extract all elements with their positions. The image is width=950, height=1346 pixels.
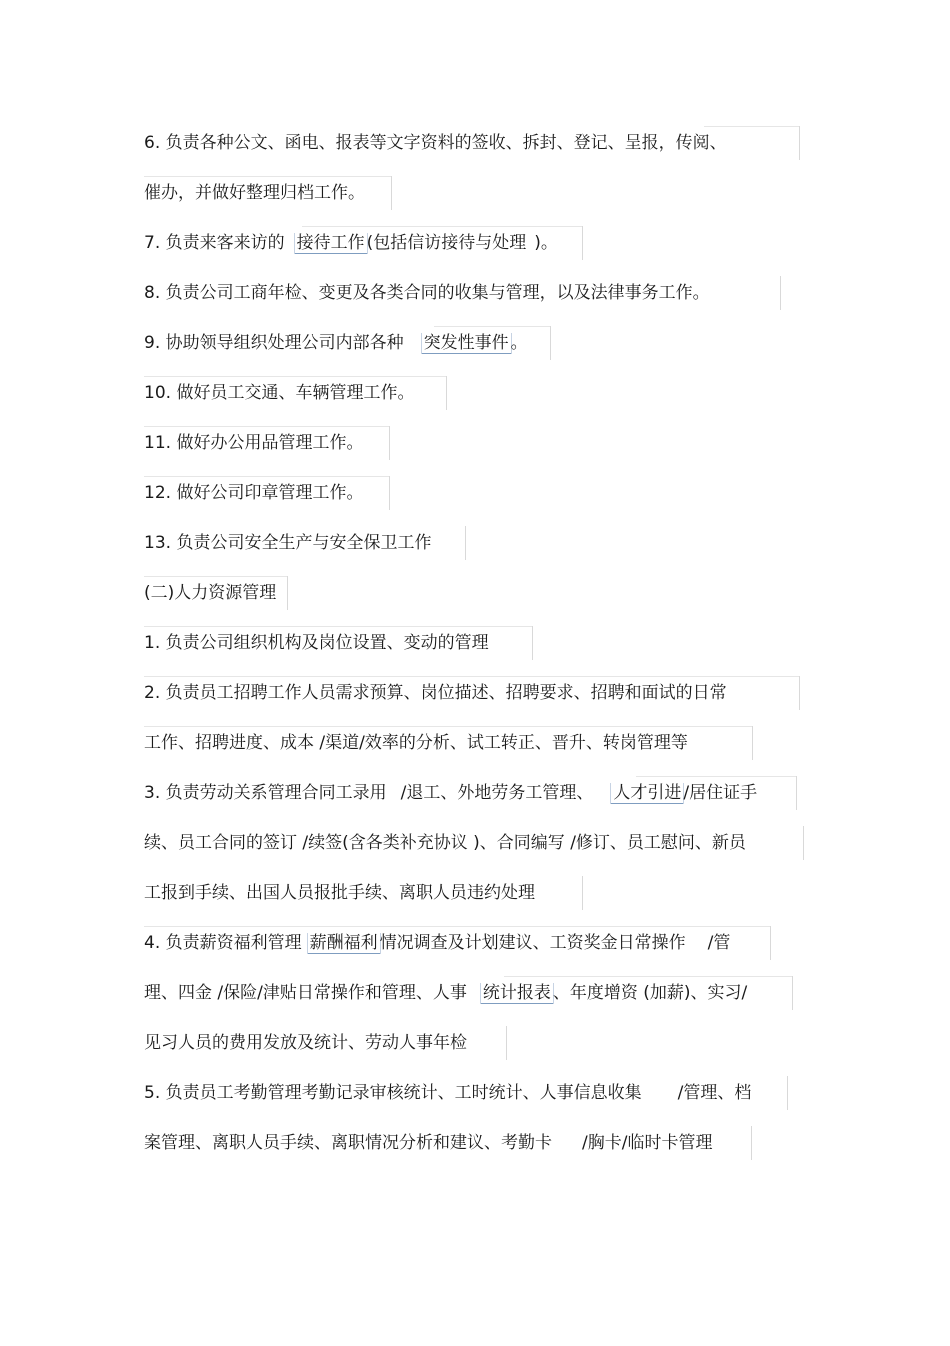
line-text: 9. 协助领导组织处理公司内部各种 <box>144 333 404 353</box>
paragraph-line <box>144 276 710 310</box>
paragraph-line <box>144 176 365 210</box>
paragraph-line <box>144 1126 712 1160</box>
line-text: /管 <box>707 933 731 953</box>
link-compensation-benefits[interactable]: 薪酬福利 <box>309 933 378 953</box>
line-text: 10. 做好员工交通、车辆管理工作。 <box>144 383 415 403</box>
paragraph-line <box>144 976 747 1010</box>
line-text: 续、员工合同的签订 /续签(含各类补充协议 )、合同编写 /修订、员工慰问、新员 <box>144 833 746 853</box>
paragraph-line <box>144 126 727 160</box>
line-text: (包括信访接待与处理 <box>366 233 527 253</box>
line-text: 11. 做好办公用品管理工作。 <box>144 433 364 453</box>
section-heading <box>144 576 276 610</box>
line-text: /管理、档 <box>677 1083 752 1103</box>
line-text: 3. 负责劳动关系管理合同工录用 <box>144 783 387 803</box>
paragraph-line <box>144 726 688 760</box>
line-text: 4. 负责薪资福利管理 <box>144 933 302 953</box>
line-text: )。 <box>534 233 558 253</box>
line-text: 。 <box>510 333 528 353</box>
link-reception-work[interactable]: 接待工作 <box>296 233 365 253</box>
paragraph-line <box>144 676 727 710</box>
paragraph-line <box>144 326 528 360</box>
line-text: 13. 负责公司安全生产与安全保卫工作 <box>144 533 432 553</box>
paragraph-line <box>144 776 757 810</box>
paragraph-line <box>144 926 730 960</box>
line-text: 催办，并做好整理归档工作。 <box>144 183 365 203</box>
line-text: 7. 负责来客来访的 <box>144 233 285 253</box>
link-talent-recruitment[interactable]: 人才引进 <box>613 783 682 803</box>
line-text: 见习人员的费用发放及统计、劳动人事年检 <box>144 1033 467 1053</box>
paragraph-line <box>144 1026 467 1060</box>
paragraph-line <box>144 376 414 410</box>
line-text: /居住证手 <box>683 783 758 803</box>
paragraph-line <box>144 1076 751 1110</box>
line-text: 工报到手续、出国人员报批手续、离职人员违约处理 <box>144 883 535 903</box>
paragraph-line <box>144 476 363 510</box>
link-emergency-events[interactable]: 突发性事件 <box>423 333 509 353</box>
line-text: 6. 负责各种公文、函电、报表等文字资料的签收、拆封、登记、呈报，传阅、 <box>144 133 727 153</box>
heading-text: (二)人力资源管理 <box>144 583 277 603</box>
line-text: 情况调查及计划建议、工资奖金日常操作 <box>379 933 686 953</box>
line-text: 、年度增资 (加薪)、实习/ <box>552 983 748 1003</box>
line-text: 1. 负责公司组织机构及岗位设置、变动的管理 <box>144 633 489 653</box>
paragraph-line <box>144 626 489 660</box>
paragraph-line <box>144 876 535 910</box>
line-text: 案管理、离职人员手续、离职情况分析和建议、考勤卡 <box>144 1133 552 1153</box>
line-text: 工作、招聘进度、成本 /渠道/效率的分析、试工转正、晋升、转岗管理等 <box>144 733 688 753</box>
link-statistical-reports[interactable]: 统计报表 <box>482 983 551 1003</box>
line-text: /胸卡/临时卡管理 <box>582 1133 713 1153</box>
paragraph-line <box>144 426 363 460</box>
paragraph-line <box>144 826 746 860</box>
paragraph-line <box>144 526 431 560</box>
line-text: 理、四金 /保险/津贴日常操作和管理、人事 <box>144 983 467 1003</box>
line-text: 8. 负责公司工商年检、变更及各类合同的收集与管理，以及法律事务工作。 <box>144 283 710 303</box>
line-text: 5. 负责员工考勤管理考勤记录审核统计、工时统计、人事信息收集 <box>144 1083 642 1103</box>
line-text: 2. 负责员工招聘工作人员需求预算、岗位描述、招聘要求、招聘和面试的日常 <box>144 683 727 703</box>
paragraph-line <box>144 226 558 260</box>
line-text: 12. 做好公司印章管理工作。 <box>144 483 364 503</box>
line-text: /退工、外地劳务工管理、 <box>400 783 594 803</box>
